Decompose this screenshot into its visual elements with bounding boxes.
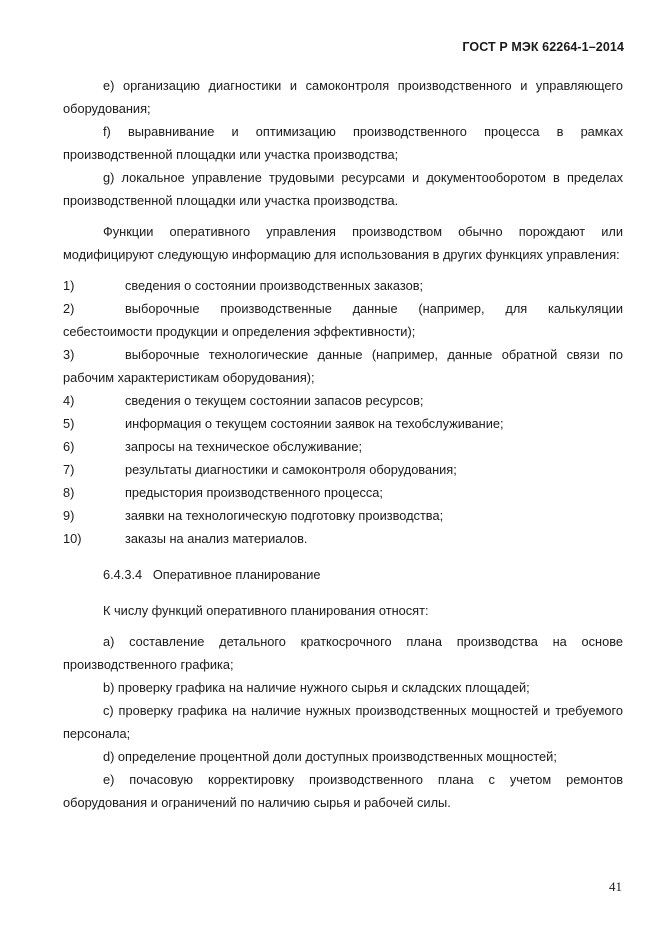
planning-item-c: c) проверку графика на наличие нужных производственных мощностей и требуемого персонала; bbox=[63, 703, 623, 741]
planning-item-d: d) определение процентной доли доступных производственных мощностей; bbox=[103, 749, 557, 764]
list-item: 5) информация о текущем состоянии заявок на техобслуживание; bbox=[63, 416, 504, 431]
planning-list bbox=[63, 630, 623, 814]
intro-item-g: g) локальное управление трудовыми ресурсами и документооборотом в пределах производственной площадки или участка производства. bbox=[63, 170, 623, 208]
planning-item-a: a) составление детального краткосрочного плана производства на основе производственного графика; bbox=[63, 634, 623, 672]
list-item: 3) выборочные технологические данные (например, данные обратной связи по рабочим характеристикам оборудования); bbox=[63, 347, 623, 385]
section-title: Оперативное планирование bbox=[152, 567, 321, 582]
list-item: 8) предыстория производственного процесса; bbox=[63, 485, 383, 500]
functions-paragraph: Функции оперативного управления производством обычно порождают или модифицируют следующую информацию для использования в других функциях управления: bbox=[63, 224, 623, 262]
document-header: ГОСТ Р МЭК 62264-1–2014 bbox=[462, 40, 624, 54]
page-number: 41 bbox=[609, 879, 622, 894]
list-item: 7) результаты диагностики и самоконтроля оборудования; bbox=[63, 462, 457, 477]
numbered-list bbox=[63, 274, 623, 550]
list-item: 1) сведения о состоянии производственных заказов; bbox=[63, 278, 424, 293]
list-item: 4) сведения о текущем состоянии запасов ресурсов; bbox=[63, 393, 424, 408]
page-body bbox=[63, 74, 623, 814]
intro-item-e: e) организацию диагностики и самоконтроля производственного и управляющего оборудования; bbox=[63, 78, 623, 116]
planning-item-b: b) проверку графика на наличие нужного сырья и складских площадей; bbox=[103, 680, 530, 695]
list-item: 10) заказы на анализ материалов. bbox=[63, 531, 308, 546]
planning-item-e: e) почасовую корректировку производственного плана с учетом ремонтов оборудования и ограничений по наличию сырья и рабочей силы. bbox=[63, 772, 623, 810]
list-item: 9) заявки на технологическую подготовку производства; bbox=[63, 508, 444, 523]
section-heading bbox=[63, 563, 623, 586]
list-item: 6) запросы на техническое обслуживание; bbox=[63, 439, 362, 454]
intro-item-f: f) выравнивание и оптимизацию производственного процесса в рамках производственной площадки или участка производства; bbox=[63, 124, 623, 162]
planning-intro: К числу функций оперативного планирования относят: bbox=[103, 603, 429, 618]
section-number: 6.4.3.4 bbox=[103, 567, 143, 582]
list-item: 2) выборочные производственные данные (например, для калькуляции себестоимости продукции и определения эффективности); bbox=[63, 301, 623, 339]
